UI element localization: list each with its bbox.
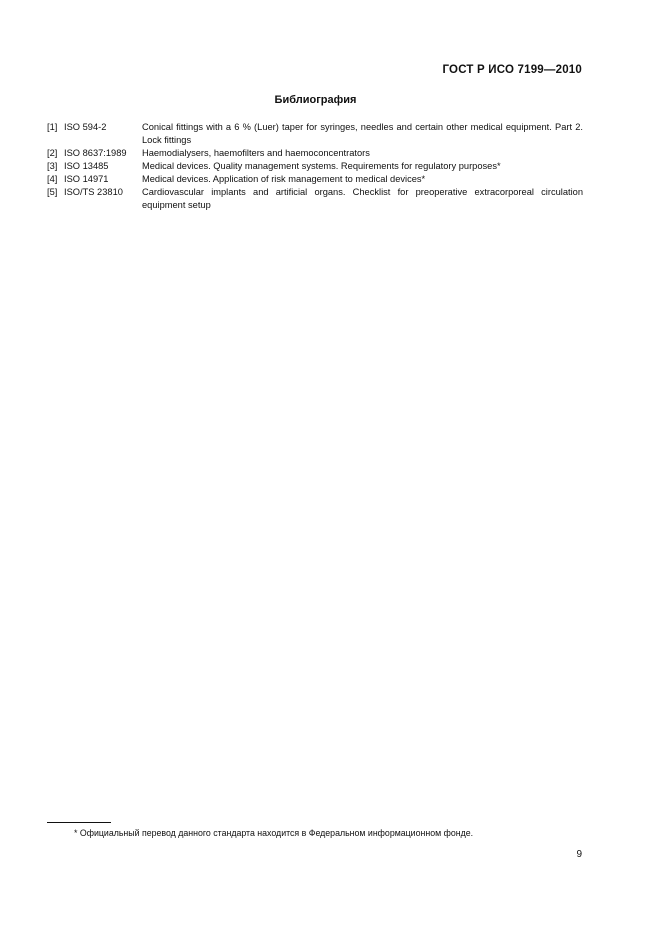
bibliography-entry	[47, 160, 583, 173]
entry-number: [1]	[47, 122, 58, 132]
standard-code: ISO 14971	[64, 174, 109, 184]
entry-number: [5]	[47, 187, 58, 197]
standard-title: Medical devices. Quality management systems. Requirements for regulatory purposes*	[142, 161, 501, 171]
standard-code: ISO/TS 23810	[64, 187, 123, 197]
entry-number: [3]	[47, 161, 58, 171]
section-title: Библиография	[274, 94, 357, 106]
standard-title: Conical fittings with a 6 % (Luer) taper for syringes, needles and certain other medical equipment. Part 2. Lock fittings	[142, 122, 583, 145]
entry-number: [2]	[47, 148, 58, 158]
page-number: 9	[576, 849, 582, 860]
standard-title: Cardiovascular implants and artificial organs. Checklist for preoperative extracorporeal circulation equipment setup	[142, 187, 583, 210]
entry-number: [4]	[47, 174, 58, 184]
standard-code: ISO 594-2	[64, 122, 107, 132]
standard-title: Medical devices. Application of risk management to medical devices*	[142, 174, 426, 184]
standard-code: ISO 13485	[64, 161, 109, 171]
bibliography-list	[47, 121, 583, 212]
document-code-header: ГОСТ Р ИСО 7199—2010	[442, 64, 582, 76]
standard-code: ISO 8637:1989	[64, 148, 127, 158]
bibliography-entry	[47, 173, 583, 186]
bibliography-entry	[47, 147, 583, 160]
footnote: * Официальный перевод данного стандарта находится в Федеральном информационном фонде.	[74, 828, 474, 838]
bibliography-entry	[47, 186, 583, 212]
bibliography-entry	[47, 121, 583, 147]
standard-title: Haemodialysers, haemofilters and haemoconcentrators	[142, 148, 370, 158]
footnote-divider	[47, 822, 111, 823]
